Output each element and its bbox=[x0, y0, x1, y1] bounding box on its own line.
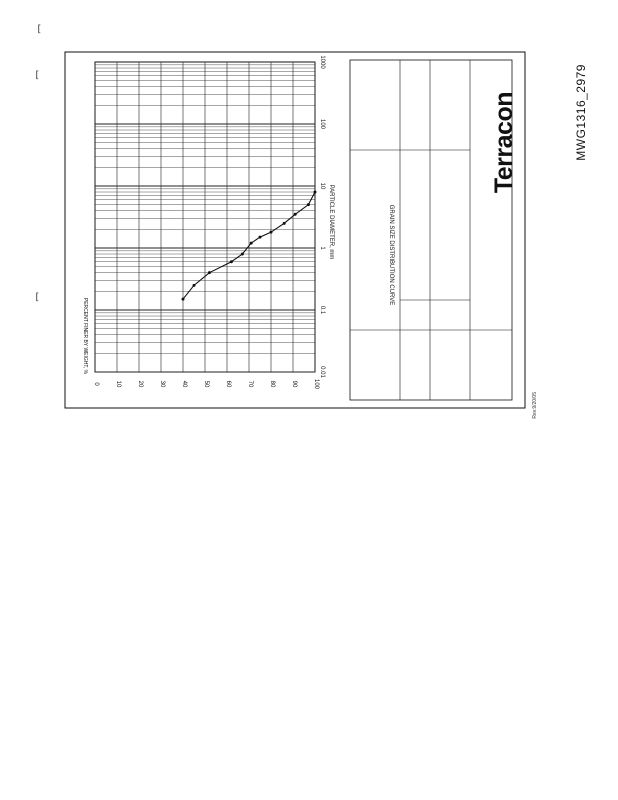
x-tick-label: 1 bbox=[319, 246, 325, 250]
scan-edge-mark: [ bbox=[34, 70, 41, 81]
y-axis-label: PERCENT FINER BY WEIGHT, % bbox=[82, 297, 88, 375]
data-point bbox=[208, 271, 211, 274]
data-point bbox=[241, 253, 244, 256]
x-axis-label: PARTICLE DIAMETER, mm bbox=[328, 184, 334, 260]
x-tick-label: 0.1 bbox=[319, 305, 325, 315]
footer-id: Rev.9/20/05 bbox=[532, 392, 538, 419]
data-point bbox=[294, 213, 297, 216]
y-tick-label: 70 bbox=[247, 380, 253, 388]
y-tick-label: 30 bbox=[159, 380, 165, 388]
y-tick-label: 50 bbox=[203, 380, 209, 388]
chart-title: GRAIN SIZE DISTRIBUTION CURVE bbox=[388, 204, 394, 306]
scan-edge-mark: [ bbox=[34, 292, 41, 303]
data-point bbox=[307, 203, 310, 206]
y-tick-label: 80 bbox=[269, 380, 275, 388]
x-tick-label: 10 bbox=[319, 182, 325, 190]
data-point bbox=[182, 298, 185, 301]
y-tick-label: 60 bbox=[225, 380, 231, 388]
terracon-logo: Terracon bbox=[490, 92, 518, 194]
data-point bbox=[193, 284, 196, 287]
data-point bbox=[250, 242, 253, 245]
y-tick-label: 20 bbox=[137, 380, 143, 388]
x-tick-label: 1000 bbox=[319, 55, 325, 69]
data-point bbox=[270, 231, 273, 234]
document-id: MWG1316_2979 bbox=[574, 64, 588, 161]
gradation-chart bbox=[82, 55, 394, 389]
data-point bbox=[283, 222, 286, 225]
y-tick-label: 100 bbox=[313, 378, 319, 390]
y-tick-label: 40 bbox=[181, 380, 187, 388]
y-tick-label: 10 bbox=[115, 380, 121, 388]
data-point bbox=[259, 236, 262, 239]
scan-edge-mark: [ bbox=[36, 24, 43, 35]
x-tick-label: 100 bbox=[319, 118, 325, 130]
data-point bbox=[230, 260, 233, 263]
x-tick-label: 0.01 bbox=[319, 366, 325, 378]
y-tick-label: 0 bbox=[93, 382, 99, 386]
info-table bbox=[350, 60, 512, 400]
y-tick-label: 90 bbox=[291, 380, 297, 388]
data-point bbox=[314, 191, 317, 194]
